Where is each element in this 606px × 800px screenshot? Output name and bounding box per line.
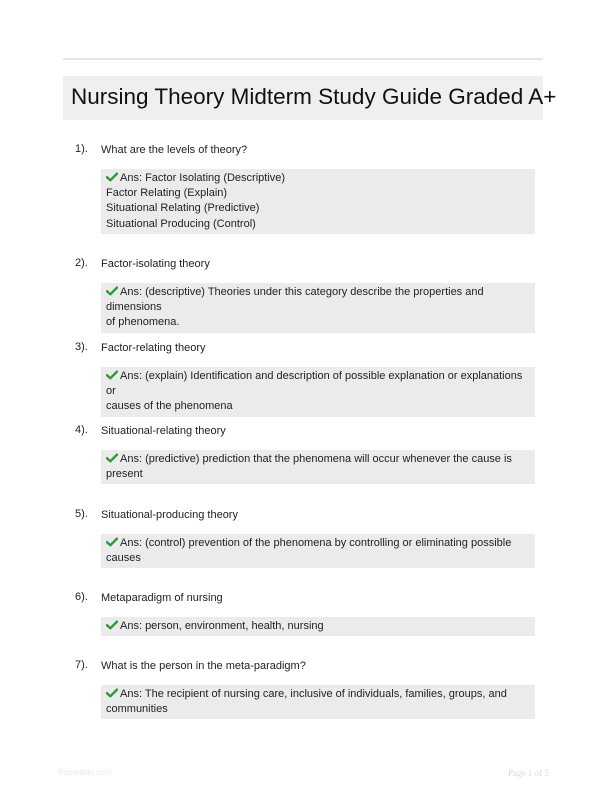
answer-line: Situational Relating (Predictive) — [106, 202, 260, 215]
answer-text: Ans: (descriptive) Theories under this category describe the properties and dimensions — [106, 286, 484, 314]
question-text: Situational-relating theory — [101, 425, 226, 437]
answer-box — [101, 367, 535, 417]
question-number: 1). — [75, 143, 88, 155]
answer-box — [101, 283, 535, 333]
answer-line — [106, 452, 531, 467]
question-text: Factor-isolating theory — [101, 258, 210, 270]
answer-line: causes — [106, 552, 141, 565]
question-number: 2). — [75, 257, 88, 269]
answer-box — [101, 534, 535, 568]
check-icon — [106, 370, 118, 380]
answer-line: causes of the phenomena — [106, 400, 233, 413]
answer-box — [101, 169, 535, 234]
question-text: Metaparadigm of nursing — [101, 592, 223, 604]
answer-line: Situational Producing (Control) — [106, 217, 256, 230]
question-number: 3). — [75, 341, 88, 353]
answer-line — [106, 687, 531, 702]
answer-text: Ans: The recipient of nursing care, inclusive of individuals, families, groups, and — [120, 688, 507, 700]
check-icon — [106, 286, 118, 296]
answer-text: Ans: (control) prevention of the phenomena by controlling or eliminating possible — [120, 537, 512, 549]
question-number: 4). — [75, 424, 88, 436]
question-number: 5). — [75, 508, 88, 520]
question-number: 7). — [75, 659, 88, 671]
check-icon — [106, 620, 118, 630]
question-number: 6). — [75, 591, 88, 603]
top-divider — [63, 58, 543, 60]
question-text: What are the levels of theory? — [101, 144, 248, 156]
check-icon — [106, 537, 118, 547]
question-text: Factor-relating theory — [101, 342, 206, 354]
answer-line — [106, 171, 531, 186]
answer-box — [101, 685, 535, 719]
answer-line: communities — [106, 703, 168, 716]
answer-line — [106, 285, 531, 315]
answer-line — [106, 369, 531, 399]
footer-watermark: Paperlibfe.com — [58, 768, 112, 777]
question-text: Situational-producing theory — [101, 509, 238, 521]
answer-text: Ans: Factor Isolating (Descriptive) — [120, 172, 286, 184]
answer-box — [101, 617, 535, 636]
title-banner — [63, 76, 557, 120]
answer-line: Factor Relating (Explain) — [106, 187, 228, 200]
answer-line — [106, 619, 531, 634]
answer-line: of phenomena. — [106, 316, 180, 329]
check-icon — [106, 688, 118, 698]
check-icon — [106, 172, 118, 182]
answer-line — [106, 536, 531, 551]
check-icon — [106, 453, 118, 463]
page-number: Page 1 of 5 — [508, 768, 549, 778]
answer-text: Ans: (predictive) prediction that the phenomena will occur whenever the cause is — [120, 453, 512, 465]
answer-text: Ans: (explain) Identification and description of possible explanation or explanations or — [106, 370, 523, 398]
question-text: What is the person in the meta-paradigm? — [101, 660, 306, 672]
answer-text: Ans: person, environment, health, nursing — [120, 620, 324, 632]
answer-line: present — [106, 468, 143, 481]
answer-box — [101, 450, 535, 484]
page-title: Nursing Theory Midterm Study Guide Graded A+ — [71, 84, 557, 109]
